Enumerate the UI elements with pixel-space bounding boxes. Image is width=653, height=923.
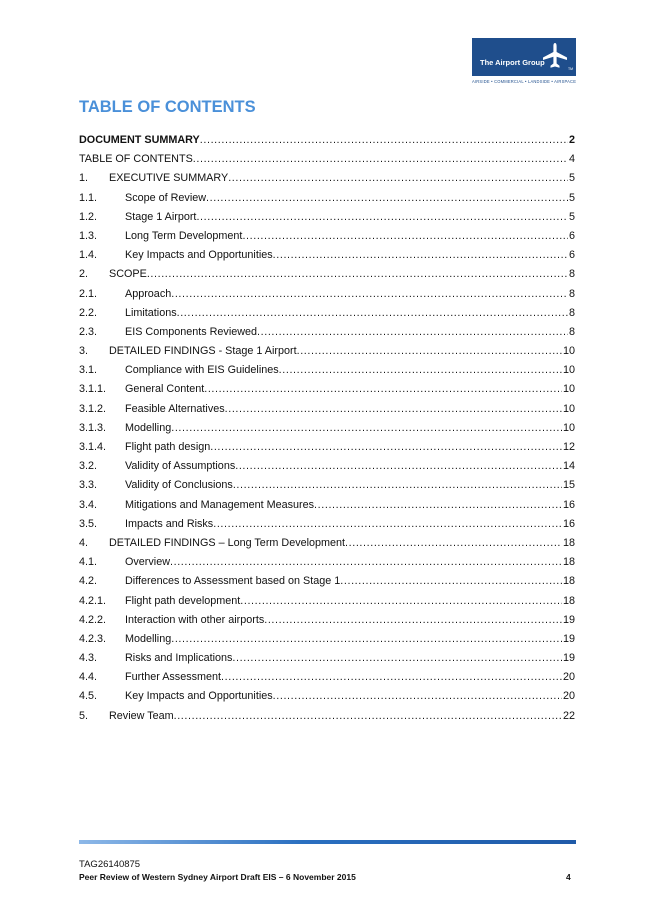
- toc-entry[interactable]: [79, 169, 575, 188]
- toc-entry-label: Validity of Conclusions: [125, 479, 233, 492]
- toc-entry-label: DETAILED FINDINGS – Long Term Development: [109, 536, 346, 549]
- toc-entry-label: Key Impacts and Opportunities: [125, 690, 273, 703]
- toc-entry[interactable]: [79, 515, 575, 534]
- toc-entry[interactable]: [79, 592, 575, 611]
- toc-entry-number: 3.1.4.: [79, 441, 107, 453]
- toc-entry[interactable]: [79, 419, 575, 438]
- toc-entry-label: DOCUMENT SUMMARY: [79, 134, 200, 146]
- toc-entry-number: 3.1.3.: [79, 421, 107, 434]
- toc-entry-page: 19: [562, 652, 575, 665]
- toc-entry-label: Stage 1 Airport: [125, 210, 197, 223]
- toc-dot-leader: [204, 380, 562, 399]
- airplane-icon: [540, 41, 570, 71]
- toc-entry-label: Compliance with EIS Guidelines: [125, 364, 279, 377]
- toc-entry-page: 8: [568, 325, 575, 338]
- toc-entry-number: 4.2.1.: [79, 594, 107, 607]
- footer-document-title: Peer Review of Western Sydney Airport Draft EIS – 6 November 2015: [79, 872, 356, 882]
- toc-entry[interactable]: [79, 553, 575, 572]
- toc-entry-label: Overview: [125, 556, 170, 569]
- toc-dot-leader: [171, 630, 562, 649]
- toc-dot-leader: [345, 534, 562, 553]
- toc-entry-page: 5: [568, 172, 575, 185]
- toc-dot-leader: [170, 553, 562, 572]
- toc-entry-label: Limitations: [125, 306, 177, 319]
- toc-entry-number: 4.1.: [79, 556, 98, 569]
- toc-entry-page: 15: [562, 479, 575, 492]
- toc-entry-page: 20: [562, 690, 575, 703]
- toc-entry-label: Flight path development: [125, 594, 241, 607]
- toc-entry-page: 10: [562, 402, 575, 415]
- toc-dot-leader: [228, 169, 568, 188]
- toc-entry-number: 1.: [79, 172, 89, 185]
- toc-entry-label: Validity of Assumptions: [125, 460, 236, 473]
- toc-entry-number: 2.: [79, 268, 89, 281]
- toc-entry[interactable]: [79, 649, 575, 668]
- company-logo: [472, 38, 576, 86]
- toc-entry-number: 3.4.: [79, 498, 98, 511]
- toc-dot-leader: [225, 400, 562, 419]
- toc-entry-number: 4.3.: [79, 652, 98, 665]
- toc-entry-label: Long Term Development: [125, 229, 243, 242]
- toc-entry-number: 3.3.: [79, 479, 98, 492]
- toc-entry[interactable]: [79, 285, 575, 304]
- toc-entry-number: 4.2.2.: [79, 613, 107, 626]
- logo-trademark: TM: [568, 67, 574, 71]
- toc-entry-number: 4.4.: [79, 671, 98, 684]
- toc-entry-label: Differences to Assessment based on Stage 1: [125, 575, 341, 588]
- toc-entry-label: Feasible Alternatives: [125, 402, 225, 415]
- toc-dot-leader: [273, 246, 568, 265]
- toc-entry-number: 1.4.: [79, 249, 98, 262]
- toc-entry[interactable]: [79, 496, 575, 515]
- toc-entry-page: 2: [568, 134, 575, 146]
- toc-entry-page: 10: [562, 421, 575, 434]
- toc-entry-number: 2.3.: [79, 325, 98, 338]
- toc-entry-page: 18: [562, 575, 575, 588]
- toc-entry[interactable]: [79, 131, 575, 150]
- toc-entry-page: 8: [568, 306, 575, 319]
- toc-dot-leader: [174, 707, 562, 726]
- toc-dot-leader: [297, 342, 562, 361]
- toc-dot-leader: [147, 265, 568, 284]
- toc-entry[interactable]: [79, 265, 575, 284]
- toc-entry[interactable]: [79, 227, 575, 246]
- page-title: TABLE OF CONTENTS: [79, 98, 256, 116]
- toc-entry-number: 2.2.: [79, 306, 98, 319]
- toc-entry[interactable]: [79, 246, 575, 265]
- toc-entry-page: 6: [568, 249, 575, 262]
- toc-entry[interactable]: [79, 189, 575, 208]
- toc-dot-leader: [242, 227, 568, 246]
- toc-entry-number: 3.: [79, 345, 89, 358]
- toc-entry[interactable]: [79, 534, 575, 553]
- toc-entry-page: 20: [562, 671, 575, 684]
- toc-dot-leader: [264, 611, 562, 630]
- toc-entry-number: 4.2.3.: [79, 632, 107, 645]
- toc-entry[interactable]: [79, 668, 575, 687]
- toc-entry-label: Approach: [125, 287, 172, 300]
- toc-entry-page: 10: [562, 383, 575, 396]
- toc-entry-number: 5.: [79, 709, 89, 722]
- toc-entry-number: 3.2.: [79, 460, 98, 473]
- toc-entry-number: 2.1.: [79, 287, 98, 300]
- toc-entry[interactable]: [79, 687, 575, 706]
- toc-entry-label: Flight path design: [125, 441, 211, 453]
- toc-entry-label: Scope of Review: [125, 191, 207, 204]
- toc-entry-page: 14: [562, 460, 575, 473]
- toc-entry-page: 4: [568, 153, 575, 166]
- toc-entry[interactable]: [79, 304, 575, 323]
- toc-entry-number: 1.3.: [79, 229, 98, 242]
- toc-entry-label: Further Assessment: [125, 671, 222, 684]
- toc-entry-number: 3.1.: [79, 364, 98, 377]
- toc-entry-label: Risks and Implications: [125, 652, 233, 665]
- toc-entry-label: Key Impacts and Opportunities: [125, 249, 273, 262]
- toc-dot-leader: [193, 150, 568, 169]
- toc-entry-number: 4.2.: [79, 575, 98, 588]
- toc-entry-number: 3.1.1.: [79, 383, 107, 396]
- toc-entry-page: 6: [568, 229, 575, 242]
- toc-entry-label: SCOPE: [109, 268, 147, 281]
- toc-entry-page: 16: [562, 498, 575, 511]
- toc-entry-label: Modelling: [125, 421, 172, 434]
- toc-entry-page: 19: [562, 632, 575, 645]
- toc-dot-leader: [177, 304, 568, 323]
- toc-entry[interactable]: [79, 438, 575, 457]
- toc-dot-leader: [232, 649, 562, 668]
- toc-entry[interactable]: [79, 323, 575, 342]
- toc-entry-page: 16: [562, 517, 575, 530]
- toc-entry[interactable]: [79, 400, 575, 419]
- toc-entry-number: 1.1.: [79, 191, 98, 204]
- toc-entry[interactable]: [79, 361, 575, 380]
- toc-entry-label: EIS Components Reviewed: [125, 325, 258, 338]
- toc-entry-page: 18: [562, 536, 575, 549]
- toc-entry-number: 3.1.2.: [79, 402, 107, 415]
- toc-entry[interactable]: [79, 630, 575, 649]
- toc-dot-leader: [210, 438, 562, 457]
- toc-entry-label: Review Team: [109, 709, 174, 722]
- toc-dot-leader: [213, 515, 562, 534]
- toc-dot-leader: [206, 189, 568, 208]
- toc-entry-label: Interaction with other airports: [125, 613, 265, 626]
- footer-divider: [79, 840, 576, 844]
- toc-dot-leader: [279, 361, 562, 380]
- toc-entry[interactable]: [79, 611, 575, 630]
- toc-entry-number: 4.5.: [79, 690, 98, 703]
- toc-dot-leader: [314, 496, 562, 515]
- toc-dot-leader: [233, 476, 562, 495]
- toc-entry-page: 8: [568, 287, 575, 300]
- toc-dot-leader: [171, 419, 562, 438]
- toc-entry[interactable]: [79, 342, 575, 361]
- toc-dot-leader: [273, 687, 562, 706]
- toc-entry-page: 5: [568, 210, 575, 223]
- toc-entry-label: DETAILED FINDINGS - Stage 1 Airport: [109, 345, 297, 358]
- toc-entry-page: 10: [562, 345, 575, 358]
- footer-page-number: 4: [566, 872, 571, 882]
- toc-dot-leader: [340, 572, 562, 591]
- toc-entry-page: 8: [568, 268, 575, 281]
- toc-entry-label: Modelling: [125, 632, 172, 645]
- toc-entry-page: 18: [562, 556, 575, 569]
- toc-entry-page: 19: [562, 613, 575, 626]
- toc-dot-leader: [235, 457, 562, 476]
- toc-entry-number: 1.2.: [79, 210, 98, 223]
- toc-entry-page: 22: [562, 709, 575, 722]
- toc-entry-number: 3.5.: [79, 517, 98, 530]
- toc-dot-leader: [257, 323, 568, 342]
- toc-dot-leader: [196, 208, 568, 227]
- toc-entry-label: TABLE OF CONTENTS: [79, 153, 193, 166]
- toc-entry[interactable]: [79, 208, 575, 227]
- toc-entry-page: 18: [562, 594, 575, 607]
- toc-entry-label: EXECUTIVE SUMMARY: [109, 172, 229, 185]
- toc-entry-number: 4.: [79, 536, 89, 549]
- toc-entry-page: 5: [568, 191, 575, 204]
- logo-box: [472, 38, 576, 76]
- toc-dot-leader: [200, 131, 568, 150]
- toc-entry[interactable]: [79, 476, 575, 495]
- toc-entry[interactable]: [79, 380, 575, 399]
- toc-entry-label: Impacts and Risks: [125, 517, 214, 530]
- toc-entry-page: 10: [562, 364, 575, 377]
- toc-entry[interactable]: [79, 150, 575, 169]
- table-of-contents: [79, 131, 575, 726]
- toc-entry-label: General Content: [125, 383, 205, 396]
- logo-tagline: AIRSIDE • COMMERCIAL • LANDSIDE • AIRSPACE: [472, 79, 577, 84]
- toc-dot-leader: [240, 592, 562, 611]
- toc-dot-leader: [171, 285, 568, 304]
- toc-entry[interactable]: [79, 572, 575, 591]
- toc-dot-leader: [221, 668, 562, 687]
- footer-document-code: TAG26140875: [79, 859, 141, 870]
- toc-entry-page: 12: [562, 441, 575, 453]
- logo-name: The Airport Group: [480, 58, 545, 67]
- toc-entry[interactable]: [79, 457, 575, 476]
- toc-entry[interactable]: [79, 707, 575, 726]
- toc-entry-label: Mitigations and Management Measures: [125, 498, 315, 511]
